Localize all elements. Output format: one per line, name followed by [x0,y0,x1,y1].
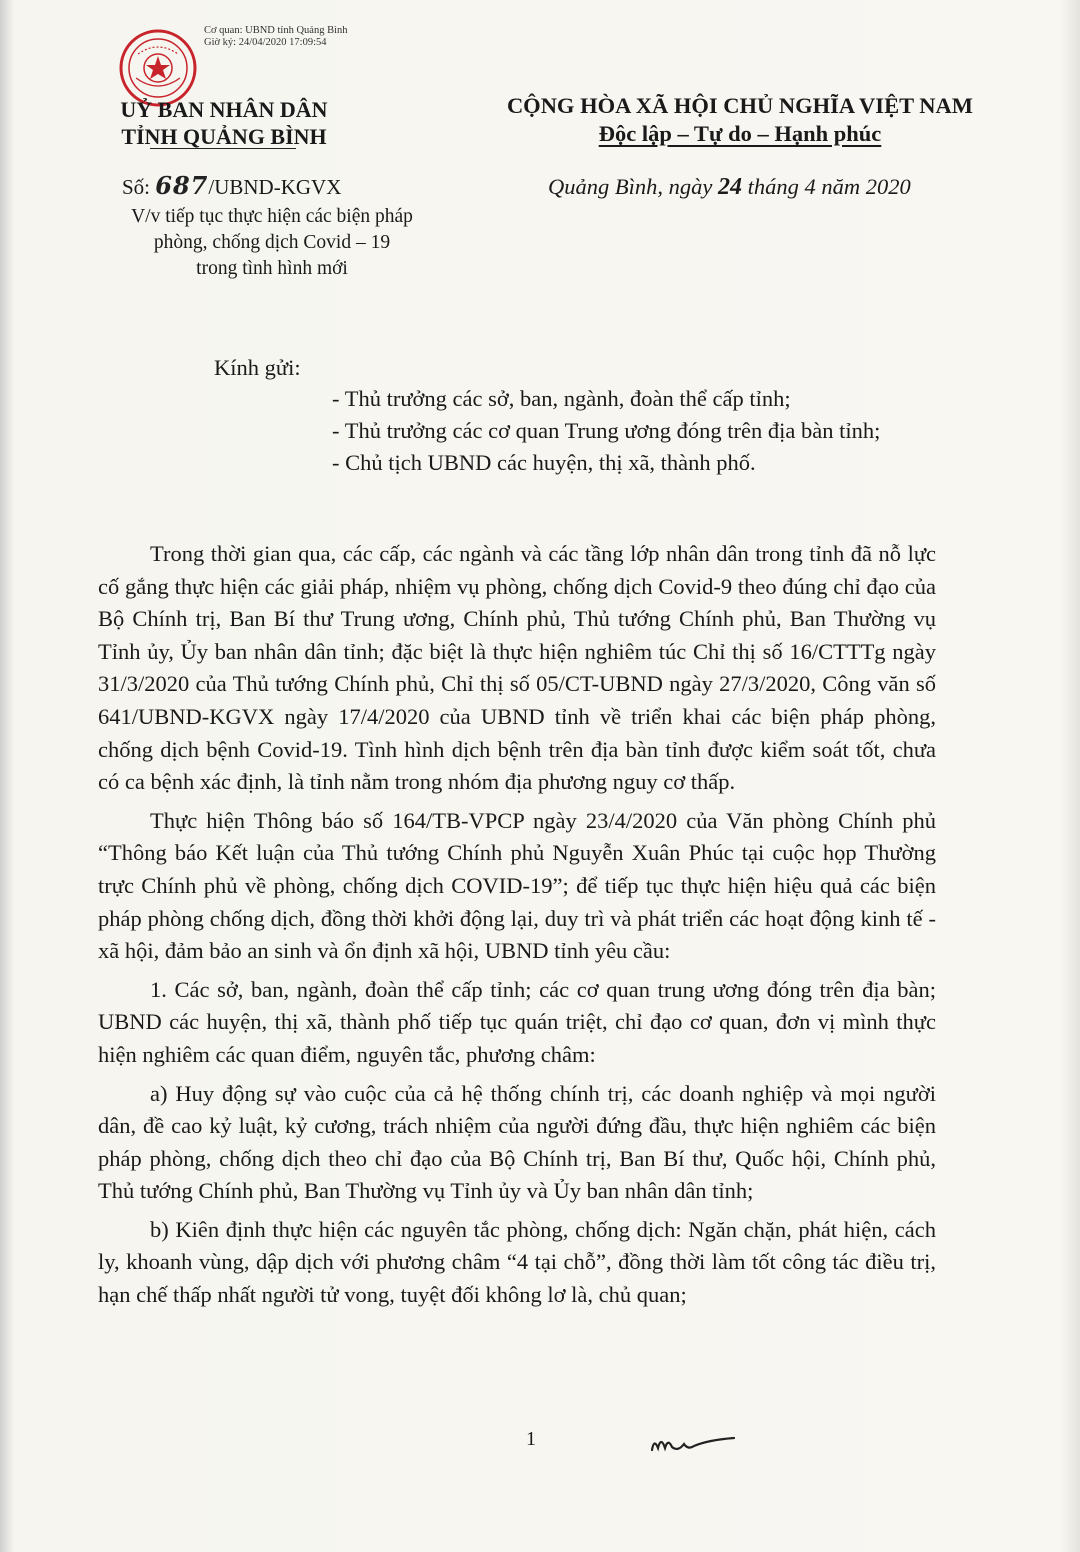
nation-name: CỘNG HÒA XÃ HỘI CHỦ NGHĨA VIỆT NAM [506,93,974,118]
date-suffix: tháng 4 năm 2020 [747,174,911,199]
date-day-handwritten: 24 [717,174,742,200]
handwritten-initials-icon [648,1428,738,1458]
org-underline [150,148,296,149]
body-paragraph: 1. Các sở, ban, ngành, đoàn thể cấp tỉnh; các cơ quan trung ương đóng trên địa bàn; UBND các huyện, thị xã, thành phố tiếp tục quán triệt, chỉ đạo cơ quan, đơn vị mình thực hiện nghiêm các quan điểm, nguyên tắc, phương châm: [98,976,936,1067]
body-paragraph: a) Huy động sự vào cuộc của cả hệ thống chính trị, các doanh nghiệp và mọi người dân, đề cao kỷ luật, kỷ cương, trách nhiệm của người đứng đầu, thực hiện nghiêm các biện pháp phòng, chống dịch theo chỉ đạo của Bộ Chính trị, Ban Bí thư, Quốc hội, Chính phủ, Thủ tướng Chính phủ, Ban Thường vụ Tỉnh ủy và Ủy ban nhân dân tỉnh; [98,1080,936,1204]
document-body [98,538,936,1318]
page-number: 1 [526,1428,536,1450]
org-line-2: TỈNH QUẢNG BÌNH [121,124,327,149]
doc-number-suffix: /UBND-KGVX [208,175,342,199]
subject-line-3: trong tình hình mới [196,258,348,279]
doc-number-handwritten: 687 [155,171,209,200]
issuing-organization [108,96,340,150]
body-paragraph: Trong thời gian qua, các cấp, các ngành và các tầng lớp nhân dân trong tỉnh đã nỗ lực cố gắng thực hiện các giải pháp, nhiệm vụ phòng, chống dịch Covid-9 theo đúng chỉ đạo của Bộ Chính trị, Ban Bí thư Trung ương, Chính phủ, Thủ tướng Chính phủ, Ban Thường vụ Tỉnh ủy, Ủy ban nhân dân tỉnh; đặc biệt là thực hiện nghiêm túc Chỉ thị số 16/CTTTg ngày 31/3/2020 của Thủ tướng Chính phủ, Chỉ thị số 05/CT-UBND ngày 27/3/2020, Công văn số 641/UBND-KGVX ngày 17/4/2020 của UBND tỉnh về triển khai các biện pháp phòng, chống dịch bệnh Covid-19. Tình hình dịch bệnh trên địa bàn tỉnh được kiểm soát tốt, chưa có ca bệnh xác định, là tỉnh nằm trong nhóm địa phương nguy cơ thấp. [98,541,936,795]
body-paragraph: b) Kiên định thực hiện các nguyên tắc phòng, chống dịch: Ngăn chặn, phát hiện, cách ly, khoanh vùng, dập dịch với phương châm “4 tại chỗ”, đồng thời làm tốt công tác điều trị, hạn chế thấp nhất người tử vong, tuyệt đối không lơ là, chủ quan; [98,1216,936,1308]
date-line [548,173,911,201]
signature-agency: Cơ quan: UBND tỉnh Quảng Bình [204,25,348,36]
recipient-item: - Thủ trưởng các sở, ban, ngành, đoàn thể cấp tỉnh; [332,386,791,411]
national-title [480,92,1000,148]
recipient-item: - Thủ trưởng các cơ quan Trung ương đóng trên địa bàn tỉnh; [332,418,881,443]
document-subject [98,204,446,282]
signature-time: Giờ ký: 24/04/2020 17:09:54 [204,37,327,48]
body-paragraph: Thực hiện Thông báo số 164/TB-VPCP ngày 23/4/2020 của Văn phòng Chính phủ “Thông báo Kết luận của Thủ tướng Chính phủ Nguyễn Xuân Phúc tại cuộc họp Thường trực Chính phủ về phòng, chống dịch COVID-19”; để tiếp tục thực hiện hiệu quả các biện pháp phòng chống dịch, đồng thời khởi động lại, duy trì và phát triển các hoạt động kinh tế - xã hội, đảm bảo an sinh và ổn định xã hội, UBND tỉnh yêu cầu: [98,807,936,964]
org-line-1: UỶ BAN NHÂN DÂN [120,97,328,122]
doc-number-prefix: Số: [122,175,151,199]
subject-line-2: phòng, chống dịch Covid – 19 [153,232,391,253]
date-prefix: Quảng Bình, ngày [548,174,713,199]
recipient-list [332,383,880,479]
national-motto: Độc lập – Tự do – Hạnh phúc [598,121,882,146]
recipient-item: - Chủ tịch UBND các huyện, thị xã, thành phố. [332,450,756,475]
document-number [122,173,341,200]
greeting: Kính gửi: [214,355,301,380]
digital-signature-info [204,25,348,49]
subject-line-1: V/v tiếp tục thực hiện các biện pháp [131,206,413,227]
